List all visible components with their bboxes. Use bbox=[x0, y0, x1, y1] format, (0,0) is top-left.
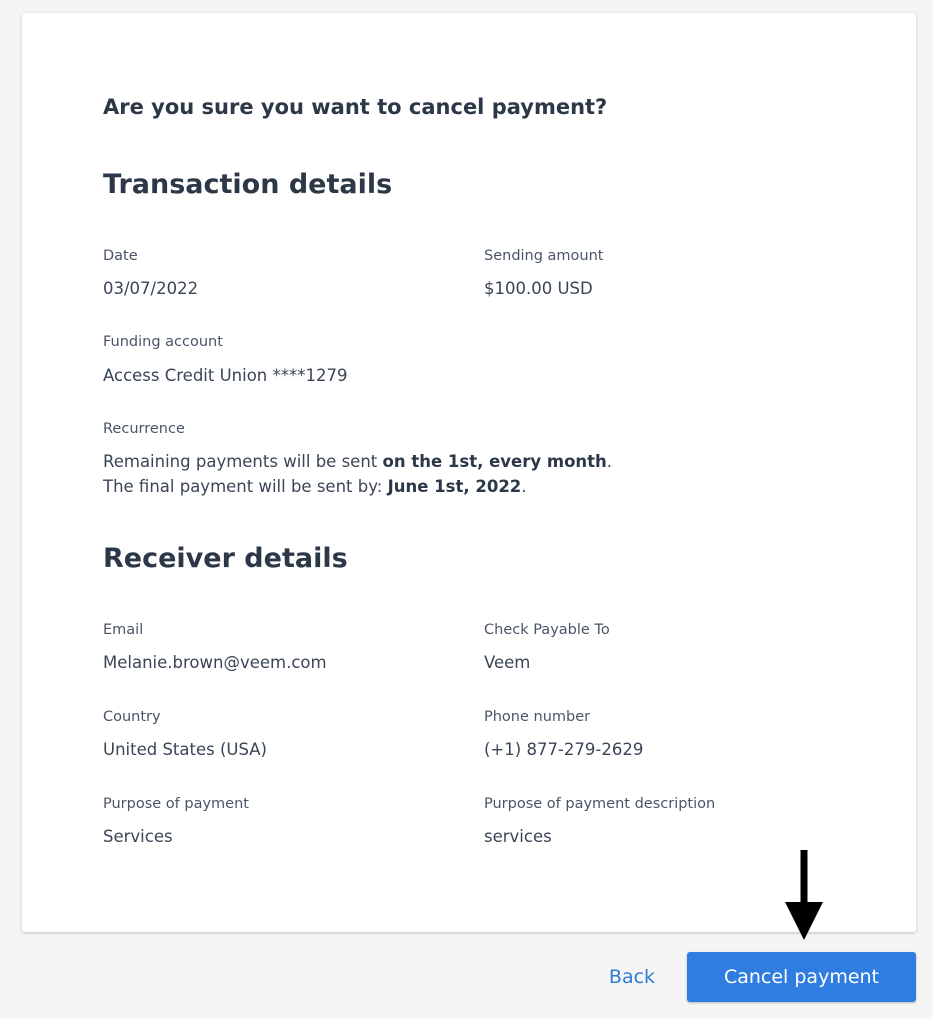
purpose-label: Purpose of payment bbox=[103, 796, 249, 812]
recurrence-line-2-suffix: . bbox=[521, 477, 527, 496]
date-label: Date bbox=[103, 248, 138, 264]
country-value: United States (USA) bbox=[103, 740, 267, 759]
email-label: Email bbox=[103, 622, 144, 638]
receiver-details-title: Receiver details bbox=[103, 543, 348, 574]
purpose-description-label: Purpose of payment description bbox=[484, 796, 716, 812]
sending-amount-label: Sending amount bbox=[484, 248, 604, 264]
phone-number-label: Phone number bbox=[484, 709, 591, 725]
cancel-payment-button[interactable]: Cancel payment bbox=[687, 952, 916, 1002]
recurrence-label: Recurrence bbox=[103, 421, 185, 437]
recurrence-line-1-prefix: Remaining payments will be sent bbox=[103, 452, 383, 471]
purpose-value: Services bbox=[103, 827, 173, 846]
recurrence-line-2-prefix: The final payment will be sent by: bbox=[103, 477, 388, 496]
confirmation-card bbox=[22, 13, 916, 932]
check-payable-label: Check Payable To bbox=[484, 622, 610, 638]
recurrence-schedule: on the 1st, every month bbox=[382, 452, 607, 471]
back-button[interactable]: Back bbox=[592, 955, 672, 999]
check-payable-value: Veem bbox=[484, 653, 531, 672]
sending-amount-value: $100.00 USD bbox=[484, 279, 593, 298]
email-value: Melanie.brown@veem.com bbox=[103, 653, 327, 672]
recurrence-line-2 bbox=[103, 477, 527, 496]
recurrence-line-1-suffix: . bbox=[606, 452, 613, 471]
funding-account-label: Funding account bbox=[103, 334, 223, 350]
funding-account-value: Access Credit Union ****1279 bbox=[103, 366, 348, 385]
transaction-details-title: Transaction details bbox=[103, 169, 393, 200]
country-label: Country bbox=[103, 709, 161, 725]
confirm-question: Are you sure you want to cancel payment? bbox=[103, 95, 608, 119]
date-value: 03/07/2022 bbox=[103, 279, 199, 298]
purpose-description-value: services bbox=[484, 827, 552, 846]
down-arrow-icon bbox=[782, 850, 826, 942]
final-payment-date: June 1st, 2022 bbox=[387, 477, 522, 496]
recurrence-line-1 bbox=[103, 452, 612, 471]
phone-number-value: (+1) 877-279-2629 bbox=[484, 740, 644, 759]
